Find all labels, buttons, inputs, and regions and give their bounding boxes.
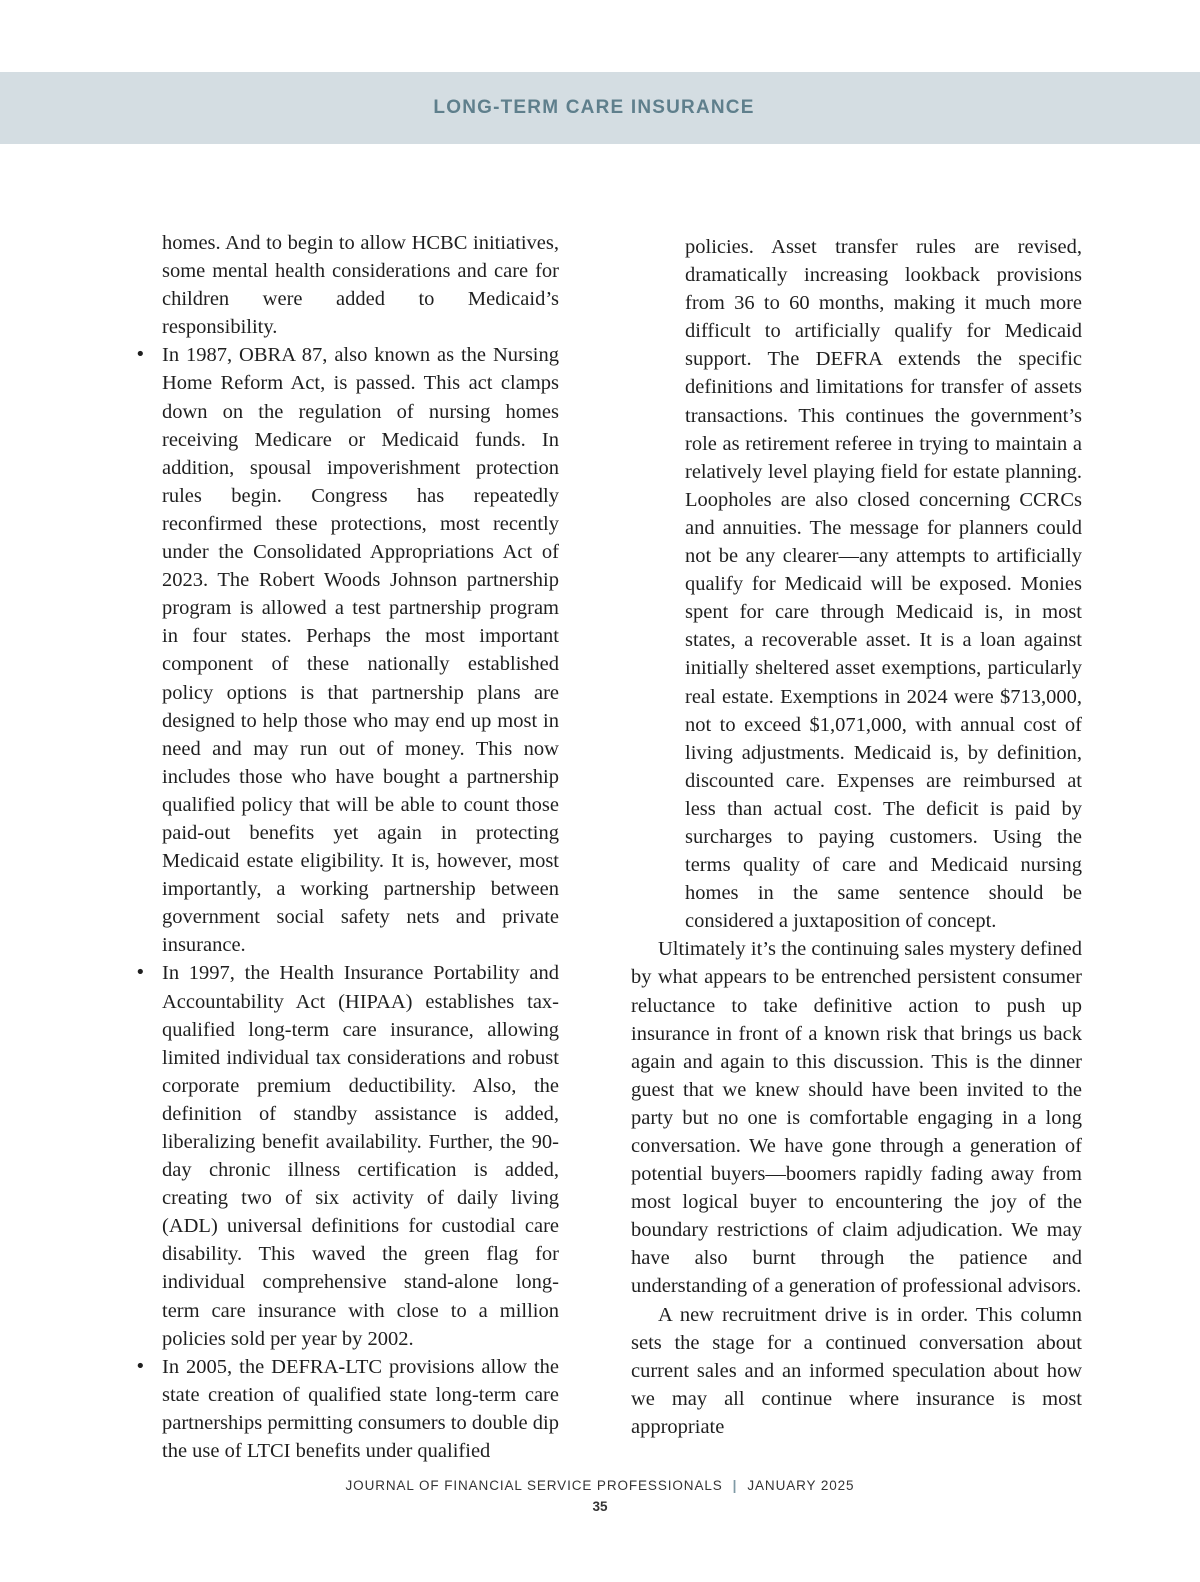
issue-date: JANUARY 2025 [747, 1478, 855, 1493]
page-footer [0, 1478, 1200, 1514]
legislation-bullet-list [137, 341, 559, 1465]
running-header [0, 72, 1200, 144]
section-title: LONG-TERM CARE INSURANCE [433, 97, 755, 118]
bullet-item-2005: • In 2005, the DEFRA-LTC provisions allow the state creation of qualified state long-term care partnerships permitting consumers to double dip the use of LTCI benefits under qualified [137, 1353, 559, 1465]
bullet-item-1987: • In 1987, OBRA 87, also known as the Nursing Home Reform Act, is passed. This act clamps down on the regulation of nursing homes receiving Medicare or Medicaid funds. In addition, spousal impoverishment protection rules begin. Congress has repeatedly reconfirmed these protections, most recently under the Consolidated Appropriations Act of 2023. The Robert Woods Johnson partnership program is allowed a test partnership program in four states. Perhaps the most important component of these nationally established policy options is that partnership plans are designed to help those who may end up most in need and may run out of money. This now includes those who have bought a partnership qualified policy that will be able to count those paid-out benefits yet again in protecting Medicaid estate eligibility. It is, however, most importantly, a working partnership between government social safety nets and private insurance. [137, 341, 559, 959]
footer-line [0, 1478, 1200, 1493]
left-column [137, 229, 559, 1465]
bullet-continuation: policies. Asset transfer rules are revised, dramatically increasing lookback provisions from 36 to 60 months, making it much more difficult to artificially qualify for Medicaid support. The DEFRA extends the specific definitions and limitations for transfer of assets transactions. This continues the government’s role as retirement referee in trying to maintain a relatively level playing field for estate planning. Loopholes are also closed concerning CCRCs and annuities. The message for planners could not be any clearer—any attempts to artificially qualify for Medicaid will be exposed. Monies spent for care through Medicaid is, in most states, a recoverable asset. It is a loan against initially sheltered asset exemptions, particularly real estate. Exemptions in 2024 were $713,000, not to exceed $1,071,000, with annual cost of living adjustments. Medicaid is, by definition, discounted care. Expenses are reimbursed at less than actual cost. The deficit is paid by surcharges to paying customers. Using the terms quality of care and Medicaid nursing homes in the same sentence should be considered a juxtaposition of concept. [685, 236, 1082, 933]
right-column [631, 233, 1082, 1441]
page-number: 35 [592, 1499, 608, 1514]
bullet-item-1997: • In 1997, the Health Insurance Portability and Accountability Act (HIPAA) establishes tax-qualified long-term care insurance, allowing limited individual tax considerations and robust corporate premium deductibility. Also, the definition of standby assistance is added, liberalizing benefit availability. Further, the 90-day chronic illness certification is added, creating two of six activity of daily living (ADL) universal definitions for custodial care disability. This waved the green flag for individual comprehensive stand-alone long-term care insurance with close to a million policies sold per year by 2002. [137, 959, 559, 1352]
footer-separator: | [732, 1478, 738, 1493]
opening-paragraph: homes. And to begin to allow HCBC initiatives, some mental health considerations and care for children were added to Medicaid’s responsibility. [162, 232, 559, 339]
body-paragraph-2: A new recruitment drive is in order. This column sets the stage for a continued conversation about current sales and an informed speculation about how we may all continue where insurance is most appropriate [631, 1303, 1082, 1438]
journal-name: JOURNAL OF FINANCIAL SERVICE PROFESSIONALS [345, 1478, 723, 1493]
body-paragraph-1: Ultimately it’s the continuing sales mystery defined by what appears to be entrenched persistent consumer reluctance to take definitive action to push up insurance in front of a known risk that brings us back again and again to this discussion. This is the dinner guest that we knew should have been invited to the party but no one is comfortable engaging in a long conversation. We have gone through a generation of potential buyers—boomers rapidly fading away from most logical buyer to encountering the joy of the boundary restrictions of claim adjudication. We may have also burnt through the patience and understanding of a generation of professional advisors. [631, 938, 1082, 1298]
